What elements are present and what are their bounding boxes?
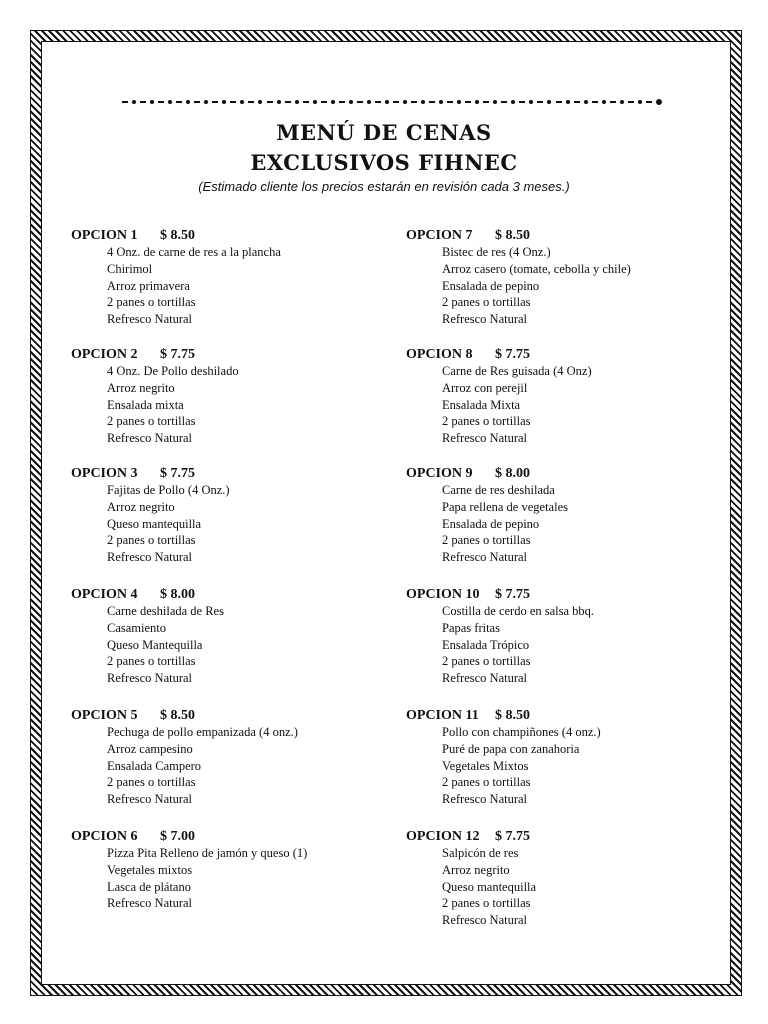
option-item: Refresco Natural xyxy=(442,550,528,565)
menu-option xyxy=(71,227,391,328)
menu-option xyxy=(71,346,391,447)
option-item: Queso mantequilla xyxy=(442,879,537,894)
option-header xyxy=(406,707,726,724)
option-item: Arroz negrito xyxy=(107,380,175,395)
option-item: Carne de Res guisada (4 Onz) xyxy=(442,363,592,378)
option-name: OPCION 7 xyxy=(406,228,473,243)
option-item: Bistec de res (4 Onz.) xyxy=(442,245,551,259)
option-name: OPCION 1 xyxy=(71,228,138,243)
divider-dot xyxy=(537,101,543,103)
menu-option xyxy=(71,586,391,687)
option-item: Vegetales mixtos xyxy=(107,862,193,877)
menu-option xyxy=(71,828,391,912)
option-price: $ 8.50 xyxy=(495,707,530,723)
option-item: Arroz negrito xyxy=(442,862,510,877)
menu-option xyxy=(406,707,726,808)
option-item: Ensalada de pepino xyxy=(442,278,540,293)
option-item: Refresco Natural xyxy=(107,671,193,686)
option-item: 2 panes o tortillas xyxy=(442,654,531,669)
option-item: Refresco Natural xyxy=(442,431,528,446)
divider-dot xyxy=(429,101,435,103)
divider-dot xyxy=(457,100,461,104)
option-item: Ensalada Mixta xyxy=(442,397,521,412)
divider-dot xyxy=(411,101,417,103)
option-item: Vegetales Mixtos xyxy=(442,758,529,773)
option-item: Refresco Natural xyxy=(442,312,528,327)
option-item: 2 panes o tortillas xyxy=(442,295,531,310)
divider-dot xyxy=(421,100,425,104)
option-item: Refresco Natural xyxy=(442,671,528,686)
menu-option xyxy=(406,586,726,687)
option-price: $ 8.00 xyxy=(160,586,195,602)
option-price: $ 7.75 xyxy=(495,586,530,602)
menu-title: MENÚ DE CENAS xyxy=(276,120,492,145)
divider-dot xyxy=(158,101,164,103)
option-item: Ensalada Campero xyxy=(107,758,202,773)
option-price: $ 8.50 xyxy=(495,228,530,243)
option-name: OPCION 12 xyxy=(406,828,480,844)
divider-dot xyxy=(295,100,299,104)
divider-dot xyxy=(204,100,208,104)
option-item: 2 panes o tortillas xyxy=(442,896,531,911)
divider-dot xyxy=(258,100,262,104)
option-item: 2 panes o tortillas xyxy=(107,414,196,429)
divider-dot xyxy=(493,100,497,104)
option-item: Ensalada mixta xyxy=(107,397,184,412)
divider-dot xyxy=(132,100,136,104)
divider-dot xyxy=(222,100,226,104)
divider-dot xyxy=(357,101,363,103)
option-item: 4 Onz. De Pollo deshilado xyxy=(107,363,239,378)
option-price: $ 8.50 xyxy=(160,707,195,723)
option-header xyxy=(71,707,391,724)
divider-dot xyxy=(285,101,291,103)
option-header xyxy=(406,586,726,603)
divider-dot xyxy=(313,100,317,104)
option-name: OPCION 4 xyxy=(71,586,138,602)
option-item: 2 panes o tortillas xyxy=(107,775,196,790)
divider-dot xyxy=(375,101,381,103)
menu-subtitle-title: EXCLUSIVOS FIHNEC xyxy=(250,150,518,175)
option-item: Arroz casero (tomate, cebolla y chile) xyxy=(442,261,631,276)
divider-dot xyxy=(339,101,345,103)
option-item: Refresco Natural xyxy=(107,431,193,446)
divider-dot xyxy=(475,100,479,104)
option-item: 2 panes o tortillas xyxy=(442,775,531,790)
divider-dot xyxy=(519,101,525,103)
divider-dot xyxy=(140,101,146,103)
price-notice: (Estimado cliente los precios estarán en revisión cada 3 meses.) xyxy=(198,179,570,194)
divider-dot xyxy=(592,101,598,103)
divider-dot xyxy=(501,101,507,103)
divider-dot xyxy=(610,101,616,103)
divider-dot xyxy=(385,100,389,104)
left-options-column xyxy=(71,227,391,912)
option-item: Chirimol xyxy=(107,261,153,276)
option-header xyxy=(71,227,391,244)
divider-dot xyxy=(277,100,281,104)
option-item: Arroz con perejil xyxy=(442,380,528,395)
menu-option xyxy=(406,346,726,447)
divider-dot xyxy=(212,101,218,103)
option-item: Papas fritas xyxy=(442,620,500,635)
option-item: 2 panes o tortillas xyxy=(107,654,196,669)
divider-dot xyxy=(349,100,353,104)
option-header xyxy=(406,227,726,244)
option-name: OPCION 9 xyxy=(406,465,473,481)
divider-dot xyxy=(321,101,327,103)
option-header xyxy=(71,586,391,603)
option-item: Ensalada de pepino xyxy=(442,516,540,531)
option-item: Queso mantequilla xyxy=(107,516,202,531)
divider-dot xyxy=(465,101,471,103)
divider-dot xyxy=(447,101,453,103)
option-price: $ 8.50 xyxy=(160,228,195,243)
divider-dot xyxy=(574,101,580,103)
divider-dot xyxy=(547,100,551,104)
option-price: $ 7.75 xyxy=(495,828,530,844)
option-item: Queso Mantequilla xyxy=(107,637,203,652)
option-item: Salpicón de res xyxy=(442,845,519,860)
divider-dot xyxy=(556,101,562,103)
divider-dot xyxy=(403,100,407,104)
option-header xyxy=(71,465,391,482)
divider-dot xyxy=(150,100,154,104)
option-header xyxy=(406,465,726,482)
option-price: $ 7.75 xyxy=(495,346,530,362)
option-item: 2 panes o tortillas xyxy=(442,414,531,429)
divider-dot xyxy=(646,101,652,103)
option-item: Refresco Natural xyxy=(442,792,528,807)
divider-dot xyxy=(186,100,190,104)
option-name: OPCION 3 xyxy=(71,465,138,481)
option-item: Lasca de plátano xyxy=(107,879,191,894)
option-price: $ 7.00 xyxy=(160,828,195,844)
option-item: Refresco Natural xyxy=(442,913,528,928)
divider-dot xyxy=(483,101,489,103)
option-price: $ 7.75 xyxy=(160,465,195,481)
divider-dot xyxy=(602,100,606,104)
divider-dot xyxy=(439,100,443,104)
option-price: $ 8.00 xyxy=(495,465,530,481)
option-item: Refresco Natural xyxy=(107,896,193,911)
option-item: Carne deshilada de Res xyxy=(107,603,224,618)
option-price: $ 7.75 xyxy=(160,346,195,362)
divider-dot xyxy=(303,101,309,103)
menu-option xyxy=(71,707,391,808)
option-item: Ensalada Trópico xyxy=(442,637,530,652)
option-item: 4 Onz. de carne de res a la plancha xyxy=(107,245,281,259)
option-item: 2 panes o tortillas xyxy=(107,533,196,548)
divider-dot xyxy=(267,101,273,103)
divider-dot xyxy=(628,101,634,103)
divider-dot xyxy=(566,100,570,104)
option-item: Refresco Natural xyxy=(107,792,193,807)
option-header xyxy=(71,346,391,363)
menu-option xyxy=(71,465,391,566)
option-item: Papa rellena de vegetales xyxy=(442,499,568,514)
option-item: Pollo con champiñones (4 onz.) xyxy=(442,724,601,739)
option-item: Arroz campesino xyxy=(107,741,193,756)
option-item: Pechuga de pollo empanizada (4 onz.) xyxy=(107,724,298,739)
dotted-divider xyxy=(122,98,662,106)
right-options-column xyxy=(406,227,726,929)
option-item: Pizza Pita Relleno de jamón y queso (1) xyxy=(107,845,308,860)
option-name: OPCION 2 xyxy=(71,346,138,362)
menu-option xyxy=(406,465,726,566)
option-item: Arroz primavera xyxy=(107,278,190,293)
option-name: OPCION 11 xyxy=(406,707,479,723)
option-item: Casamiento xyxy=(107,620,167,635)
divider-dot xyxy=(168,100,172,104)
divider-dot xyxy=(511,100,515,104)
option-header xyxy=(71,828,391,845)
divider-dot xyxy=(248,101,254,103)
divider-dot xyxy=(240,100,244,104)
divider-dot xyxy=(638,100,642,104)
option-item: 2 panes o tortillas xyxy=(442,533,531,548)
option-item: Costilla de cerdo en salsa bbq. xyxy=(442,603,595,618)
menu-option xyxy=(406,227,726,328)
option-item: Puré de papa con zanahoria xyxy=(442,741,580,756)
option-header xyxy=(406,828,726,845)
option-name: OPCION 10 xyxy=(406,586,480,602)
divider-dot xyxy=(656,99,662,105)
option-name: OPCION 5 xyxy=(71,707,138,723)
divider-dot xyxy=(620,100,624,104)
option-item: Refresco Natural xyxy=(107,550,193,565)
divider-dot xyxy=(122,101,128,103)
divider-dot xyxy=(529,100,533,104)
divider-dot xyxy=(176,101,182,103)
divider-dot xyxy=(393,101,399,103)
option-item: Refresco Natural xyxy=(107,312,193,327)
divider-dot xyxy=(584,100,588,104)
menu-option xyxy=(406,828,726,929)
divider-dot xyxy=(367,100,371,104)
option-name: OPCION 8 xyxy=(406,346,473,362)
option-item: Arroz negrito xyxy=(107,499,175,514)
divider-dot xyxy=(230,101,236,103)
option-item: Fajitas de Pollo (4 Onz.) xyxy=(107,482,230,497)
option-item: 2 panes o tortillas xyxy=(107,295,196,310)
option-item: Carne de res deshilada xyxy=(442,482,555,497)
option-name: OPCION 6 xyxy=(71,828,138,844)
divider-dot xyxy=(331,100,335,104)
option-header xyxy=(406,346,726,363)
divider-dot xyxy=(194,101,200,103)
